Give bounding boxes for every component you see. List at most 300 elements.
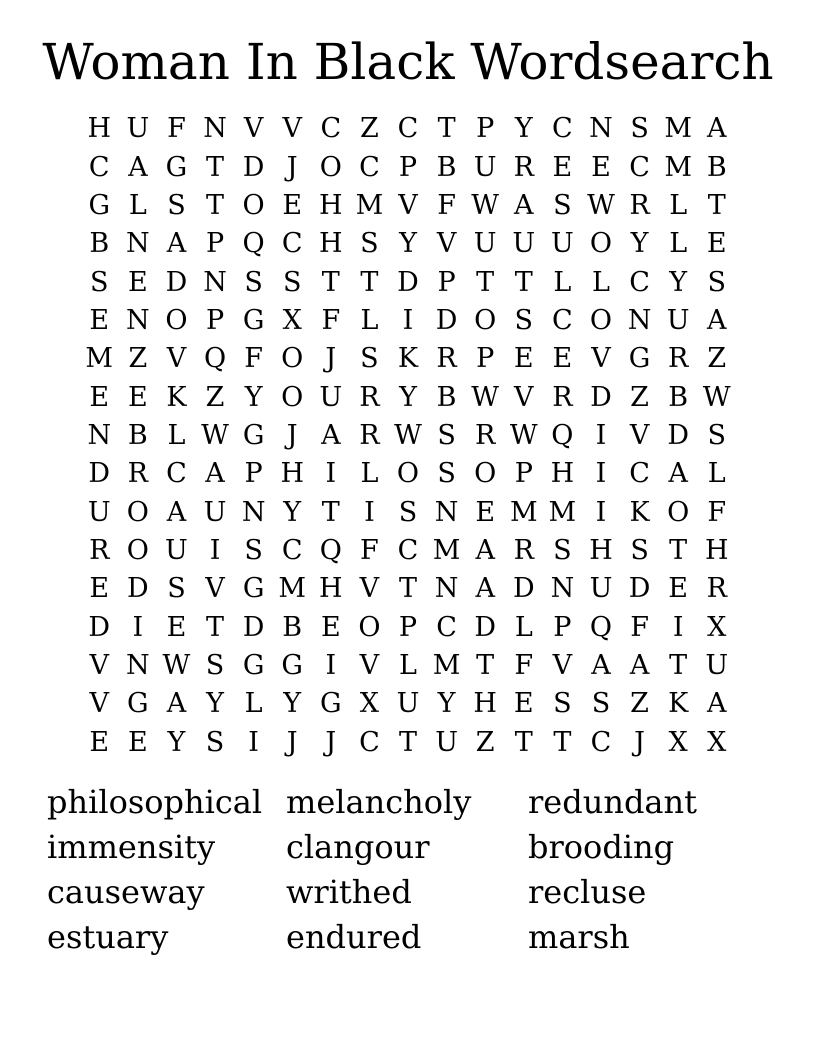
- grid-letter: P: [437, 266, 456, 298]
- grid-letter: Q: [589, 611, 613, 643]
- grid-letter: D: [165, 266, 188, 298]
- grid-letter: T: [398, 726, 417, 758]
- word-list-item: recluse: [528, 873, 647, 912]
- grid-letter: G: [165, 151, 188, 183]
- grid-letter: C: [359, 151, 380, 183]
- grid-letter: X: [707, 726, 727, 758]
- grid-letter: J: [325, 726, 337, 758]
- grid-letter: W: [509, 419, 538, 451]
- grid-letter: W: [702, 381, 731, 413]
- grid-letter: S: [514, 304, 534, 336]
- grid-letter: F: [707, 496, 727, 528]
- grid-letter: S: [707, 266, 726, 298]
- grid-letter: A: [629, 649, 650, 681]
- grid-letter: A: [707, 304, 727, 336]
- grid-letter: S: [360, 343, 379, 375]
- grid-letter: A: [166, 228, 187, 260]
- grid-letter: T: [553, 726, 572, 758]
- wordsearch-grid: [80, 110, 736, 762]
- grid-letter: A: [668, 458, 688, 490]
- grid-letter: W: [394, 419, 422, 451]
- grid-letter: A: [321, 419, 341, 451]
- grid-letter: N: [126, 649, 150, 681]
- grid-letter: H: [550, 458, 575, 490]
- grid-letter: B: [89, 228, 110, 260]
- grid-letter: O: [358, 611, 381, 643]
- grid-letter: V: [89, 649, 109, 681]
- grid-letter: Y: [244, 381, 263, 413]
- grid-letter: J: [325, 343, 337, 375]
- grid-letter: M: [432, 649, 461, 681]
- grid-letter: U: [165, 534, 188, 566]
- grid-letter: T: [206, 611, 225, 643]
- grid-letter: N: [627, 304, 652, 336]
- grid-letter: F: [437, 189, 456, 221]
- grid-letter: L: [167, 419, 186, 451]
- grid-letter: B: [282, 611, 303, 643]
- grid-letter: D: [242, 151, 265, 183]
- grid-letter: B: [436, 151, 457, 183]
- grid-letter: E: [282, 189, 303, 221]
- grid-letter: M: [355, 189, 384, 221]
- grid-letter: K: [629, 496, 650, 528]
- word-list-item: melancholy: [286, 783, 472, 822]
- grid-letter: Y: [206, 688, 224, 720]
- grid-letter: V: [282, 113, 302, 145]
- grid-letter: V: [89, 688, 109, 720]
- grid-letter: M: [278, 573, 307, 605]
- grid-letter: T: [321, 496, 340, 528]
- grid-letter: T: [206, 151, 225, 183]
- grid-letter: F: [514, 649, 534, 681]
- grid-letter: J: [286, 151, 298, 183]
- grid-letter: H: [473, 688, 497, 720]
- grid-letter: W: [162, 649, 191, 681]
- grid-letter: S: [630, 534, 649, 566]
- grid-letter: D: [88, 458, 111, 490]
- grid-letter: O: [396, 458, 420, 490]
- grid-letter: M: [664, 113, 692, 145]
- grid-letter: S: [398, 496, 418, 528]
- grid-letter: S: [244, 534, 263, 566]
- grid-letter: W: [201, 419, 229, 451]
- grid-letter: T: [476, 266, 495, 298]
- grid-letter: C: [281, 228, 303, 260]
- grid-letter: S: [282, 266, 302, 298]
- grid-letter: Y: [283, 496, 302, 528]
- grid-letter: O: [165, 304, 188, 336]
- grid-letter: J: [286, 726, 298, 758]
- word-list-item: writhed: [286, 873, 412, 912]
- grid-letter: U: [203, 496, 227, 528]
- grid-letter: B: [127, 419, 148, 451]
- grid-letter: M: [664, 151, 692, 183]
- grid-letter: T: [398, 573, 417, 605]
- grid-letter: Z: [128, 343, 148, 375]
- grid-letter: I: [402, 304, 414, 336]
- grid-letter: I: [672, 611, 684, 643]
- grid-letter: L: [360, 458, 379, 490]
- grid-letter: Y: [283, 688, 302, 720]
- grid-letter: C: [359, 726, 380, 758]
- grid-letter: N: [203, 113, 227, 145]
- grid-letter: P: [205, 228, 225, 260]
- grid-letter: S: [437, 458, 456, 490]
- grid-letter: S: [553, 534, 572, 566]
- grid-letter: K: [397, 343, 419, 375]
- grid-letter: U: [126, 113, 150, 145]
- grid-letter: T: [476, 649, 495, 681]
- grid-letter: L: [669, 189, 688, 221]
- grid-letter: G: [88, 189, 111, 221]
- grid-letter: V: [552, 649, 573, 681]
- grid-letter: E: [127, 381, 148, 413]
- grid-letter: O: [281, 381, 304, 413]
- grid-letter: U: [87, 496, 111, 528]
- grid-letter: A: [514, 189, 534, 221]
- grid-letter: C: [590, 726, 612, 758]
- grid-letter: E: [706, 228, 727, 260]
- grid-letter: I: [364, 496, 375, 528]
- grid-letter: G: [127, 688, 149, 720]
- grid-letter: I: [248, 726, 259, 758]
- grid-letter: C: [397, 113, 419, 145]
- grid-letter: L: [707, 458, 726, 490]
- grid-letter: A: [128, 151, 148, 183]
- grid-letter: O: [126, 534, 149, 566]
- grid-letter: I: [595, 496, 607, 528]
- grid-letter: S: [244, 266, 263, 298]
- grid-letter: F: [167, 113, 186, 145]
- grid-letter: P: [398, 151, 418, 183]
- grid-letter: K: [166, 381, 187, 413]
- grid-letter: C: [552, 113, 573, 145]
- word-list-column: [47, 780, 286, 960]
- grid-letter: C: [88, 151, 110, 183]
- grid-letter: Y: [669, 266, 688, 298]
- grid-letter: N: [589, 113, 613, 145]
- grid-letter: C: [629, 266, 650, 298]
- word-list-item: marsh: [528, 918, 630, 957]
- grid-letter: N: [434, 573, 459, 605]
- grid-letter: L: [399, 649, 417, 681]
- grid-letter: D: [667, 419, 689, 451]
- grid-letter: G: [242, 304, 265, 336]
- grid-letter: N: [434, 496, 459, 528]
- grid-letter: Z: [707, 343, 727, 375]
- grid-letter: V: [359, 573, 380, 605]
- grid-letter: O: [589, 304, 613, 336]
- grid-letter: R: [706, 573, 727, 605]
- grid-letter: V: [166, 343, 187, 375]
- grid-letter: Z: [630, 381, 649, 413]
- grid-letter: O: [242, 189, 265, 221]
- grid-letter: T: [669, 534, 688, 566]
- grid-letter: A: [707, 113, 727, 145]
- grid-letter: S: [205, 649, 225, 681]
- grid-letter: H: [319, 189, 343, 221]
- grid-letter: I: [209, 534, 221, 566]
- grid-letter: T: [669, 649, 688, 681]
- grid-letter: V: [243, 113, 264, 145]
- grid-letter: A: [166, 688, 187, 720]
- grid-letter: U: [473, 228, 497, 260]
- grid-letter: O: [474, 458, 497, 490]
- grid-letter: U: [589, 573, 613, 605]
- grid-letter: S: [553, 189, 572, 221]
- grid-letter: W: [471, 381, 500, 413]
- word-list-item: philosophical: [47, 783, 263, 822]
- grid-letter: A: [475, 534, 495, 566]
- grid-letter: R: [513, 151, 534, 183]
- grid-letter: I: [325, 649, 337, 681]
- grid-letter: G: [281, 649, 303, 681]
- grid-letter: V: [514, 381, 534, 413]
- word-list: [47, 780, 816, 960]
- word-list-item: brooding: [528, 828, 675, 867]
- grid-letter: Y: [514, 113, 533, 145]
- grid-letter: S: [437, 419, 456, 451]
- grid-letter: I: [325, 458, 337, 490]
- grid-letter: E: [89, 573, 110, 605]
- grid-letter: U: [550, 228, 574, 260]
- grid-letter: P: [398, 611, 418, 643]
- grid-letter: E: [552, 151, 573, 183]
- grid-letter: S: [167, 573, 186, 605]
- grid-letter: U: [666, 304, 690, 336]
- grid-letter: B: [706, 151, 727, 183]
- grid-letter: Y: [167, 726, 186, 758]
- grid-letter: D: [435, 304, 458, 336]
- word-list-item: estuary: [47, 918, 169, 957]
- grid-letter: N: [87, 419, 112, 451]
- grid-letter: T: [206, 189, 225, 221]
- grid-letter: E: [89, 726, 110, 758]
- grid-letter: S: [360, 228, 379, 260]
- grid-letter: U: [705, 649, 729, 681]
- grid-letter: O: [281, 343, 304, 375]
- grid-letter: R: [629, 189, 650, 221]
- grid-letter: F: [360, 534, 379, 566]
- grid-letter: J: [286, 419, 298, 451]
- grid-letter: P: [476, 113, 495, 145]
- grid-letter: R: [359, 381, 380, 413]
- grid-letter: I: [595, 458, 607, 490]
- grid-letter: L: [669, 228, 688, 260]
- grid-letter: P: [553, 611, 572, 643]
- grid-letter: E: [668, 573, 689, 605]
- grid-letter: O: [589, 228, 613, 260]
- grid-letter: G: [628, 343, 651, 375]
- grid-letter: V: [398, 189, 418, 221]
- grid-letter: Q: [203, 343, 227, 375]
- grid-letter: S: [630, 113, 649, 145]
- grid-letter: H: [280, 458, 304, 490]
- grid-letter: O: [319, 151, 342, 183]
- grid-letter: R: [89, 534, 110, 566]
- word-list-column: [528, 780, 697, 960]
- grid-letter: V: [359, 649, 380, 681]
- grid-letter: N: [241, 496, 266, 528]
- grid-letter: E: [127, 726, 148, 758]
- grid-letter: V: [205, 573, 225, 605]
- grid-letter: U: [473, 151, 497, 183]
- grid-letter: S: [205, 726, 225, 758]
- grid-letter: S: [90, 266, 109, 298]
- grid-letter: O: [126, 496, 149, 528]
- grid-letter: S: [591, 688, 611, 720]
- grid-letter: T: [707, 189, 726, 221]
- grid-letter: G: [242, 649, 265, 681]
- grid-letter: T: [360, 266, 379, 298]
- grid-letter: F: [321, 304, 341, 336]
- grid-letter: F: [244, 343, 263, 375]
- grid-letter: C: [629, 458, 650, 490]
- grid-letter: L: [514, 611, 533, 643]
- grid-letter: N: [126, 228, 150, 260]
- grid-letter: M: [509, 496, 538, 528]
- grid-letter: C: [281, 534, 303, 566]
- grid-letter: S: [553, 688, 572, 720]
- grid-letter: R: [127, 458, 149, 490]
- grid-letter: E: [89, 304, 110, 336]
- grid-letter: X: [707, 611, 727, 643]
- grid-letter: V: [629, 419, 650, 451]
- grid-letter: D: [512, 573, 535, 605]
- grid-letter: T: [437, 113, 456, 145]
- grid-letter: Y: [399, 381, 417, 413]
- grid-letter: C: [436, 611, 457, 643]
- grid-letter: P: [476, 343, 495, 375]
- grid-letter: P: [514, 458, 533, 490]
- grid-letter: H: [87, 113, 112, 145]
- grid-letter: S: [167, 189, 186, 221]
- grid-letter: V: [436, 228, 457, 260]
- grid-letter: E: [166, 611, 187, 643]
- grid-letter: D: [88, 611, 111, 643]
- grid-letter: L: [592, 266, 610, 298]
- word-list-item: clangour: [286, 828, 430, 867]
- grid-letter: E: [127, 266, 148, 298]
- grid-letter: R: [513, 534, 534, 566]
- word-list-item: redundant: [528, 783, 697, 822]
- grid-letter: E: [552, 343, 573, 375]
- grid-letter: G: [242, 573, 265, 605]
- grid-letter: V: [591, 343, 611, 375]
- grid-letter: E: [475, 496, 496, 528]
- grid-letter: L: [360, 304, 379, 336]
- grid-letter: I: [595, 419, 607, 451]
- grid-letter: O: [667, 496, 690, 528]
- grid-letter: U: [319, 381, 343, 413]
- grid-letter: E: [513, 343, 534, 375]
- grid-letter: L: [128, 189, 147, 221]
- grid-letter: A: [205, 458, 225, 490]
- word-list-item: immensity: [47, 828, 216, 867]
- grid-letter: R: [436, 343, 457, 375]
- grid-letter: E: [89, 381, 110, 413]
- grid-letter: R: [552, 381, 573, 413]
- grid-letter: X: [359, 688, 380, 720]
- grid-letter: D: [397, 266, 419, 298]
- grid-letter: P: [205, 304, 225, 336]
- word-list-column: [286, 780, 528, 960]
- grid-letter: T: [514, 726, 533, 758]
- grid-letter: B: [668, 381, 689, 413]
- grid-letter: T: [321, 266, 340, 298]
- grid-letter: R: [359, 419, 380, 451]
- grid-letter: H: [704, 534, 729, 566]
- grid-letter: S: [707, 419, 726, 451]
- word-list-item: endured: [286, 918, 422, 957]
- grid-letter: U: [435, 726, 458, 758]
- grid-letter: D: [628, 573, 651, 605]
- word-list-item: causeway: [47, 873, 205, 912]
- grid-letter: P: [244, 458, 263, 490]
- grid-letter: D: [474, 611, 497, 643]
- grid-letter: W: [587, 189, 615, 221]
- grid-letter: D: [242, 611, 265, 643]
- grid-letter: H: [589, 534, 613, 566]
- grid-letter: L: [244, 688, 263, 720]
- grid-letter: E: [320, 611, 341, 643]
- grid-letter: C: [552, 304, 573, 336]
- grid-letter: F: [630, 611, 649, 643]
- grid-letter: R: [475, 419, 496, 451]
- grid-letter: H: [319, 573, 343, 605]
- grid-letter: L: [553, 266, 572, 298]
- grid-letter: Y: [437, 688, 456, 720]
- grid-letter: Q: [242, 228, 265, 260]
- grid-letter: E: [513, 688, 534, 720]
- grid-letter: J: [634, 726, 645, 758]
- grid-letter: Y: [399, 228, 417, 260]
- grid-letter: H: [319, 228, 343, 260]
- grid-letter: N: [126, 304, 150, 336]
- grid-letter: M: [548, 496, 577, 528]
- grid-letter: X: [282, 304, 302, 336]
- grid-letter: Q: [319, 534, 342, 566]
- grid-letter: C: [629, 151, 650, 183]
- page-title: Woman In Black Wordsearch: [42, 33, 774, 91]
- grid-letter: M: [85, 343, 114, 375]
- grid-letter: C: [397, 534, 419, 566]
- grid-letter: E: [591, 151, 611, 183]
- grid-letter: N: [203, 266, 227, 298]
- grid-letter: W: [471, 189, 500, 221]
- grid-letter: R: [667, 343, 689, 375]
- grid-letter: T: [514, 266, 533, 298]
- grid-letter: C: [166, 458, 187, 490]
- grid-letter: N: [550, 573, 575, 605]
- grid-letter: A: [166, 496, 187, 528]
- grid-letter: K: [668, 688, 689, 720]
- grid-letter: Q: [551, 419, 574, 451]
- grid-letter: Z: [630, 688, 649, 720]
- grid-letter: Z: [360, 113, 379, 145]
- grid-letter: A: [591, 649, 611, 681]
- grid-letter: G: [242, 419, 265, 451]
- grid-letter: Z: [475, 726, 495, 758]
- grid-letter: Y: [630, 228, 649, 260]
- grid-letter: X: [668, 726, 688, 758]
- grid-letter: U: [396, 688, 420, 720]
- grid-letter: M: [432, 534, 461, 566]
- grid-letter: B: [436, 381, 457, 413]
- grid-letter: A: [475, 573, 495, 605]
- grid-letter: Z: [205, 381, 225, 413]
- grid-letter: D: [590, 381, 612, 413]
